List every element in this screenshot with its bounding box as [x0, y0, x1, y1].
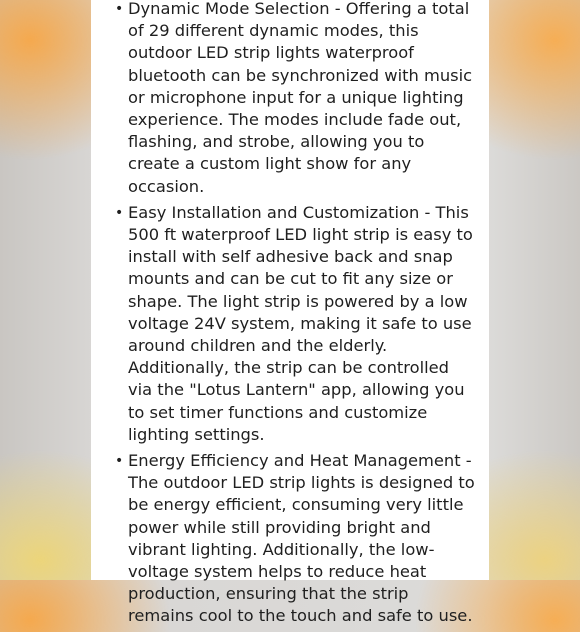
list-item	[91, 450, 489, 628]
list-item-text: Energy Efficiency and Heat Management - The outdoor LED strip lights is designed to be energy efficient, consuming very little power while still providing bright and vibrant lighting. Additionally, the low-voltage system helps to reduce heat production, ensuring that the strip remains cool to the touch and safe to use.	[128, 451, 475, 626]
bullet-icon: •	[115, 204, 124, 221]
list-item-text: Dynamic Mode Selection - Offering a total of 29 different dynamic modes, this outdoor LED strip lights waterproof bluetooth can be synchronized with music or microphone input for a unique lighting experience. The modes include fade out, flashing, and strobe, allowing you to create a custom light show for any occasion.	[128, 0, 473, 196]
list-item	[91, 0, 489, 198]
description-panel	[91, 0, 489, 626]
bullet-icon: •	[115, 1, 124, 17]
list-item	[91, 202, 489, 446]
bullet-icon: •	[115, 453, 124, 470]
feature-list	[91, 0, 489, 632]
list-item-text: Easy Installation and Customization - This 500 ft waterproof LED light strip is easy to install with self adhesive back and snap mounts and can be cut to fit any size or shape. The light strip is powered by a low voltage 24V system, making it safe to use around children and the elderly. Additionally, the strip can be controlled via the "Lotus Lantern" app, allowing you to set timer functions and customize lighting settings.	[128, 202, 473, 444]
